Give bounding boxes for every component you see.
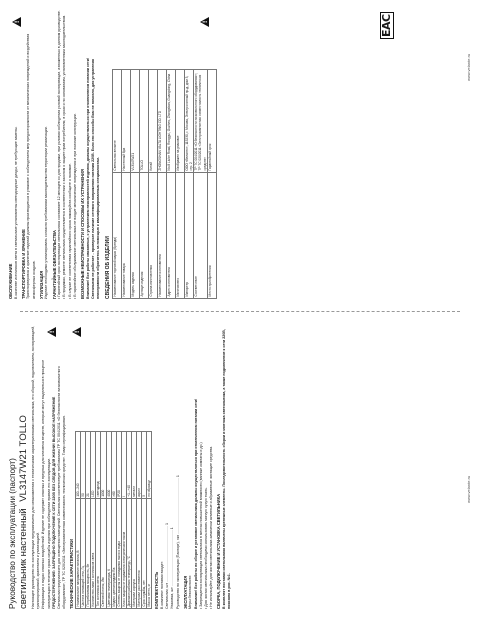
info-row <box>194 70 207 299</box>
warranty-line: • Гарантийный срок эксплуатации светильника составляет 12 месяцев со дня продажи, при условии соблюдения условий эксплуатации, изложенных в данном руководстве. <box>57 10 62 299</box>
info-value: ZHONGSHAN VALTA LIGHTING CO. LTD <box>158 70 167 173</box>
spec-value: 21 <box>86 432 91 499</box>
operation-subheading: Меры безопасности <box>188 575 193 609</box>
package-item-leader: ........................................................ <box>165 525 170 583</box>
spec-label: Световой поток, Лм <box>101 499 106 609</box>
info-value: TOLLO <box>140 70 149 173</box>
info-value: ТР ТС 004/2011 «О безопасности низковольтного оборудования»; ТР ТС 020/2011 «Электромагнитная совместимость технических средств» <box>194 70 207 173</box>
utilization-heading: УТИЛИЗАЦИЯ <box>38 270 44 299</box>
service-heading: ОБСЛУЖИВАНИЕ <box>8 263 13 299</box>
spec-value: 1000 <box>101 432 106 499</box>
info-label: Соответствие <box>194 173 207 299</box>
intro-hazard-text: Информация о видах опасных воздействий. Изделие не содержит опасных и вредных для человека веществ, которые могут выделяться в процессе эксплуатации в течение срока службы изделия при соблюдении правил его эксплуатации. <box>41 359 51 609</box>
spec-label: Масса нетто, кг <box>147 499 152 609</box>
info-label: Наименование торговой марки (бренда) <box>113 173 122 299</box>
operation-heading: ЭКСПЛУАТАЦИЯ <box>182 575 188 609</box>
info-row <box>176 70 185 299</box>
info-row <box>158 70 167 299</box>
operation-line: • Запрещается эксплуатация светильника в местах повышенной влажности (ванные комнаты и др.) <box>198 442 203 609</box>
intro-text: Настоящее руководство по эксплуатации предназначено для ознакомления с техническими характеристиками светильника, его сборкой, подключением, эксплуатацией, транспортировкой, хранением и утилизацией. <box>31 325 41 609</box>
spec-label: Номинальное напряжение питания, В <box>76 499 81 609</box>
info-heading: СВЕДЕНИЯ ОБ ИЗДЕЛИИ <box>105 236 112 299</box>
operation-line: • Не используйте для чистки светильника химически активные и абразивные чистящие средства. <box>209 445 214 609</box>
spec-label: Цветовая температура, К <box>106 499 111 609</box>
document-subtitle <box>18 322 29 609</box>
info-row <box>140 70 149 299</box>
info-value: Китай <box>149 70 158 173</box>
info-value: Гарантийный срок <box>207 70 216 173</box>
transport-heading: ТРАНСПОРТИРОВКА И ХРАНЕНИЕ <box>20 229 26 299</box>
model-name: VL3147W21 TOLLO <box>18 415 29 502</box>
package-item-qty: 1 <box>170 527 175 530</box>
warning-triangle-icon <box>47 327 56 337</box>
package-item-leader: ........................................................ <box>170 529 175 588</box>
spec-value: IP20 <box>116 432 121 499</box>
specs-table <box>75 431 152 609</box>
specs-heading: ТЕХНИЧЕСКИЕ ХАРАКТЕРИСТИКИ <box>69 539 75 609</box>
package-intro: В комплект поставки входит: <box>160 561 165 609</box>
info-row <box>167 70 176 299</box>
info-row <box>149 70 158 299</box>
spec-label: Количество ламп / источников света <box>91 499 96 609</box>
transport-text: Транспортировка и хранение изделий должны производиться в упаковке с соблюдением мер предосторожности от механических повреждений и воздействия атмосферных осадков. <box>26 33 36 299</box>
package-list <box>165 322 181 609</box>
warning-text: ПРЕДОСТЕРЕЖЕНИЕ: ЗАПРЕЩЕНО ПОДКЛЮЧЕНИЕ К СЕТИ 220В БЕЗ СЛЕДОВ ДЛЯ ЖИЗНИ! ВЫСОКОЕ НАПРЯЖЕНИЕ <box>51 396 56 609</box>
package-item-qty: 1 <box>175 475 180 478</box>
operation-line: • Для чистки светильника необходимо использовать мягкую сухую ткань. <box>204 486 209 609</box>
info-value: VL3147W21 <box>131 70 140 173</box>
info-table <box>112 69 216 299</box>
spec-value: акрил <box>137 432 142 499</box>
spec-label: Потребляемая мощность, Вт <box>86 499 91 609</box>
utilization-text: Изделие необходимо утилизировать согласно требованиям законодательства территории реализации. <box>44 126 49 299</box>
info-row <box>185 70 194 299</box>
spec-value: 5 <box>142 432 147 499</box>
assembly-heading: СБОРКА, ПОДКЛЮЧЕНИЕ И УСТАНОВКА СВЕТИЛЬНИКА <box>216 493 222 609</box>
info-label: Адрес изготовителя <box>167 173 176 299</box>
spec-value: металл <box>132 432 137 499</box>
package-item-label: Руководство по эксплуатации (Паспорт), экз <box>175 535 180 609</box>
info-row <box>122 70 131 299</box>
spec-value: LED <box>91 432 96 499</box>
website-right: www.velante.ru <box>466 53 471 81</box>
package-item <box>176 322 181 609</box>
right-column <box>0 0 481 311</box>
document-title: Руководство по эксплуатации (паспорт) <box>8 458 17 609</box>
spec-value: 100...240 <box>76 432 81 499</box>
left-column <box>0 312 481 623</box>
info-value: Настенный бра <box>122 70 131 173</box>
info-label: Артикул изделия <box>140 173 149 299</box>
warning-triangle-icon-3 <box>12 17 21 27</box>
spec-label: Материал рассеивателя <box>137 499 142 609</box>
spec-label: Диапазон рабочих температур, °С <box>126 499 131 609</box>
faults-heading: ВОЗМОЖНЫЕ НЕИСПРАВНОСТИ И СПОСОБЫ ИХ УСТРАНЕНИЯ <box>80 169 85 299</box>
spec-label: Частота питающей сети, Гц <box>81 499 86 609</box>
info-label: Изготовлено <box>176 173 185 299</box>
warranty-line: • В продажах, ремонте светильника осуществляется в соответствии с законом о защите прав потребителя, в сроки и по основаниям, установленным законодательством. <box>62 14 67 299</box>
info-value: ООО «Велантэ», 115230, г. Москва, Электролитный пр-д, дом 3, стр. 2 <box>185 70 194 173</box>
website-left: www.velante.ru <box>466 475 471 503</box>
package-heading: КОМПЛЕКТНОСТЬ <box>154 571 160 609</box>
spec-value: 4000 <box>106 432 111 499</box>
spec-label: Тип источника света <box>96 499 101 609</box>
spec-value: светодиод <box>96 432 101 499</box>
info-row <box>207 70 216 299</box>
info-label: Импортер <box>185 173 194 299</box>
spec-label: Материал корпуса <box>132 499 137 609</box>
package-item-label: Упаковка, шт <box>170 587 175 609</box>
faults-intro: Внимание! Все работы связанные, с устранением неисправностей изделия, должны осуществляться при отключенном питании сети! <box>85 57 90 299</box>
package-item-label: Светильник, шт <box>165 582 170 609</box>
warning-triangle-icon-4 <box>200 17 209 27</box>
usage-text: Светильник предназначен для освещения помещений. Светильник соответствует требованиям ТР ТС 004/2011 «О безопасности низковольтного оборудования», ТР ТС 020/2011 «Электромагнитная совместимость технических средств». Товар сертифицирован. <box>57 366 67 609</box>
info-row <box>131 70 140 299</box>
spec-value: I <box>121 432 126 499</box>
info-value: Светильник велантe <box>113 70 122 173</box>
warranty-list <box>57 10 78 299</box>
operation-list <box>194 322 215 609</box>
package-item-leader: ........................................................ <box>175 477 180 536</box>
info-label: Наименование изготовителя <box>158 173 167 299</box>
spec-label: Срок службы, лет <box>142 499 147 609</box>
spec-label: Класс защиты от поражения электрическим током <box>121 499 126 609</box>
info-label: Место приобретения <box>207 173 216 299</box>
operation-line: Внимание! Все работы по сборке и установке светильника должны осуществляться при отключенном питании сети! <box>193 398 198 609</box>
eac-mark: EAC <box>380 14 393 37</box>
subtitle-text: светильник настенный <box>18 508 29 609</box>
info-row <box>113 70 122 299</box>
service-text: В качестве источников света в светильнике установлены светодиодные диоды, не требующие замены. <box>13 126 18 299</box>
warranty-heading: ГАРАНТИЙНЫЕ ОБЯЗАТЕЛЬСТВА <box>51 230 57 299</box>
warranty-line: • В случае не соответствия гарантийного срока пожалуйста сообщите о поломке. <box>67 163 72 299</box>
info-label: Страна изготовления <box>149 173 158 299</box>
spec-value: по образцу <box>147 432 152 499</box>
info-label: Модель изделия <box>131 173 140 299</box>
package-item-qty: 1 <box>165 523 170 526</box>
spec-label: Индекс цветопередачи Ra <box>111 499 116 609</box>
spec-value: 50 <box>81 432 86 499</box>
spec-value: >80 <box>111 432 116 499</box>
warranty-line: • В гарантийное обслуживание светильника не входит механические повреждения и при поломке конструкции. <box>72 113 77 299</box>
info-value: No.8 Liuhe Road, Ronggui, Guzhen, Zhongshan, Guangdong, China <box>167 70 176 173</box>
faults-text: Светильник не работает - проверьте наличие сетевого напряжения питания 220В. Если эти способы Вам не помогли, для устранения неисправности обратитесь за помощью к квалифицированным специалистам. <box>90 59 100 299</box>
info-label: Наименование товара <box>122 173 131 299</box>
warning-triangle-icon-2 <box>72 327 81 337</box>
info-value: Изображен на упаковке <box>176 70 185 173</box>
assembly-text: В комплект поставки светильника включены крепежные элементы. Последовательность сборки и монтажа светильника, а также подключение к сети 220В, показана в рис. №1. <box>222 329 232 609</box>
spec-label: Степень защиты от попадания пыли и воды <box>116 499 121 609</box>
spec-value: +1...+40 <box>126 432 131 499</box>
spec-row <box>147 432 152 609</box>
